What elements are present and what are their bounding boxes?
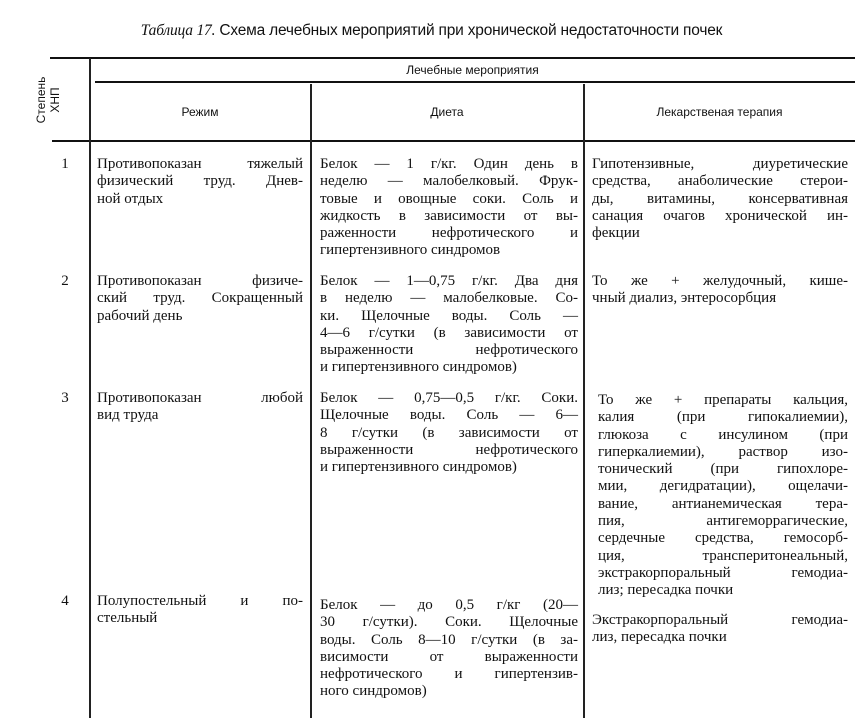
cell-line: чный диализ, энтеросорбция (592, 290, 777, 307)
cell-line: в неделю — малобелковые. Со- (320, 290, 578, 307)
row-degree: 2 (61, 273, 69, 289)
cell-line: неделю — малобелковый. Фрук- (320, 173, 578, 190)
row-degree: 1 (61, 156, 69, 172)
cell-diet (320, 273, 578, 377)
cell-line: рабочий день (97, 307, 183, 324)
cell-regime (97, 156, 303, 208)
header-degree-line: Степень (34, 76, 48, 124)
cell-line: Противопоказан тяжелый (97, 156, 303, 172)
cell-line: сердечные средства, гемосорб- (598, 530, 848, 547)
cell-line: санация очагов хронической ин- (592, 207, 848, 224)
cell-line: Белок — 1—0,75 г/кг. Два дня (320, 273, 578, 289)
cell-line: вид труда (97, 407, 159, 424)
cell-regime (97, 273, 303, 325)
cell-line: тонический (при гипохлоре- (598, 461, 848, 478)
cell-line: Белок — 0,75—0,5 г/кг. Соки. (320, 390, 578, 406)
cell-therapy (592, 612, 848, 647)
header-group: Лечебные мероприятия (406, 63, 539, 77)
cell-line: вание, антианемическая тера- (598, 495, 848, 512)
cell-line: глюкоза с инсулином (при (598, 426, 848, 443)
header-diet: Диета (430, 105, 464, 119)
cell-line: ной отдых (97, 190, 164, 207)
header-regime: Режим (181, 105, 219, 119)
group-rule (95, 81, 855, 83)
cell-line: Противопоказан физиче- (97, 273, 303, 289)
cell-line: мии, дегидратации), ощелачи- (598, 478, 848, 495)
cell-line: Полупостельный и по- (97, 593, 303, 609)
cell-therapy (592, 156, 848, 242)
cell-line: То же + желудочный, кише- (592, 273, 848, 289)
cell-line: ды, витамины, консервативная (592, 190, 848, 207)
cell-line: Экстракорпоральный гемодиа- (592, 612, 848, 628)
cell-therapy (598, 392, 848, 600)
cell-line: 8 г/сутки (в зависимости от (320, 424, 578, 441)
cell-diet (320, 597, 578, 701)
cell-line: пия, антигеморрагические, (598, 513, 848, 530)
table-number: Таблица 17. (140, 22, 216, 39)
cell-line: раженности нефротического и (320, 225, 578, 242)
cell-line: 30 г/сутки). Соки. Щелочные (320, 614, 578, 631)
cell-line: 4—6 г/сутки (в зависимости от (320, 324, 578, 341)
cell-line: лиз, пересадка почки (592, 629, 727, 646)
cell-line: выраженности нефротического (320, 441, 578, 458)
cell-line: и гипертензивного синдромов) (320, 459, 517, 476)
cell-line: Гипотензивные, диуретические (592, 156, 848, 172)
header-therapy: Лекарственая терапия (656, 105, 783, 119)
cell-line: выраженности нефротического (320, 342, 578, 359)
cell-regime (97, 390, 303, 425)
cell-line: и гипертензивного синдромов) (320, 359, 517, 376)
cell-line: калия (при гипокалиемии), (598, 409, 848, 426)
cell-line: Щелочные воды. Соль — 6— (320, 407, 578, 424)
cell-line: ский труд. Сокращенный (97, 290, 303, 307)
top-rule (50, 57, 855, 59)
cell-line: ки. Щелочные воды. Соль — (320, 307, 578, 324)
cell-line: гиперкалиемии), раствор изо- (598, 443, 848, 460)
cell-line: стельный (97, 610, 158, 627)
cell-line: средства, анаболические стерои- (592, 173, 848, 190)
cell-line: жидкость в зависимости от вы- (320, 207, 578, 224)
cell-line: экстракорпоральный гемодиа- (598, 564, 848, 581)
cell-line: лиз; пересадка почки (598, 582, 734, 599)
cell-line: воды. Соль 8—10 г/сутки (в за- (320, 631, 578, 648)
cell-line: нефротического и гипертензив- (320, 666, 578, 683)
cell-diet (320, 156, 578, 260)
cell-line: Белок — до 0,5 г/кг (20— (320, 597, 578, 613)
header-bottom-rule (52, 140, 855, 142)
cell-line: Белок — 1 г/кг. Один день в (320, 156, 578, 172)
cell-line: Противопоказан любой (97, 390, 303, 406)
table-title (0, 22, 863, 40)
header-degree (34, 77, 62, 124)
cell-line: висимости от выраженности (320, 648, 578, 665)
cell-line: ного синдромов) (320, 683, 427, 700)
divider-diet (583, 84, 585, 718)
cell-line: ция, транcперитонеальный, (598, 547, 848, 564)
header-degree-line: ХНП (48, 87, 62, 113)
divider-regime (310, 84, 312, 718)
row-degree: 3 (61, 390, 69, 406)
table-caption: Схема лечебных мероприятий при хронической недостаточности почек (219, 22, 723, 39)
row-degree: 4 (61, 593, 69, 609)
cell-line: То же + препараты кальция, (598, 392, 848, 408)
cell-line: товые и овощные соки. Соль и (320, 190, 578, 207)
cell-diet (320, 390, 578, 476)
cell-line: фекции (592, 225, 640, 242)
cell-therapy (592, 273, 848, 308)
divider-degree (89, 58, 91, 718)
cell-line: физический труд. Днев- (97, 173, 303, 190)
cell-regime (97, 593, 303, 628)
cell-line: гипертензивного синдромов (320, 242, 501, 259)
